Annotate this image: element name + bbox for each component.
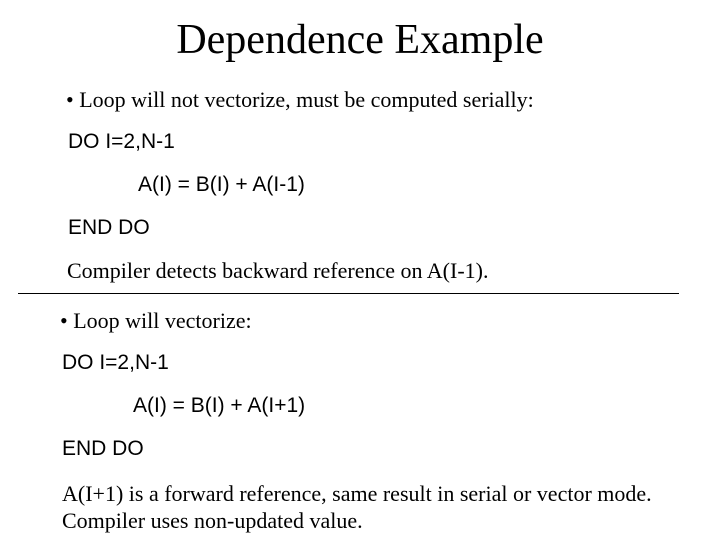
code-assignment: A(I) = B(I) + A(I+1) [133,394,306,417]
note-forward-reference: A(I+1) is a forward reference, same result in serial or vector mode. Compiler uses non-updated value. [62,481,652,533]
note-backward-reference: Compiler detects backward reference on A(I-1). [67,258,489,283]
code-end-do: END DO [68,216,150,239]
code-assignment: A(I) = B(I) + A(I-1) [138,173,305,196]
code-do-statement: DO I=2,N-1 [62,351,169,374]
bullet-not-vectorize: • Loop will not vectorize, must be computed serially: [66,87,534,112]
code-end-do: END DO [62,437,144,460]
code-do-statement: DO I=2,N-1 [68,130,175,153]
slide-title: Dependence Example [176,17,544,63]
bullet-will-vectorize: • Loop will vectorize: [60,308,252,333]
section-divider [18,293,679,294]
